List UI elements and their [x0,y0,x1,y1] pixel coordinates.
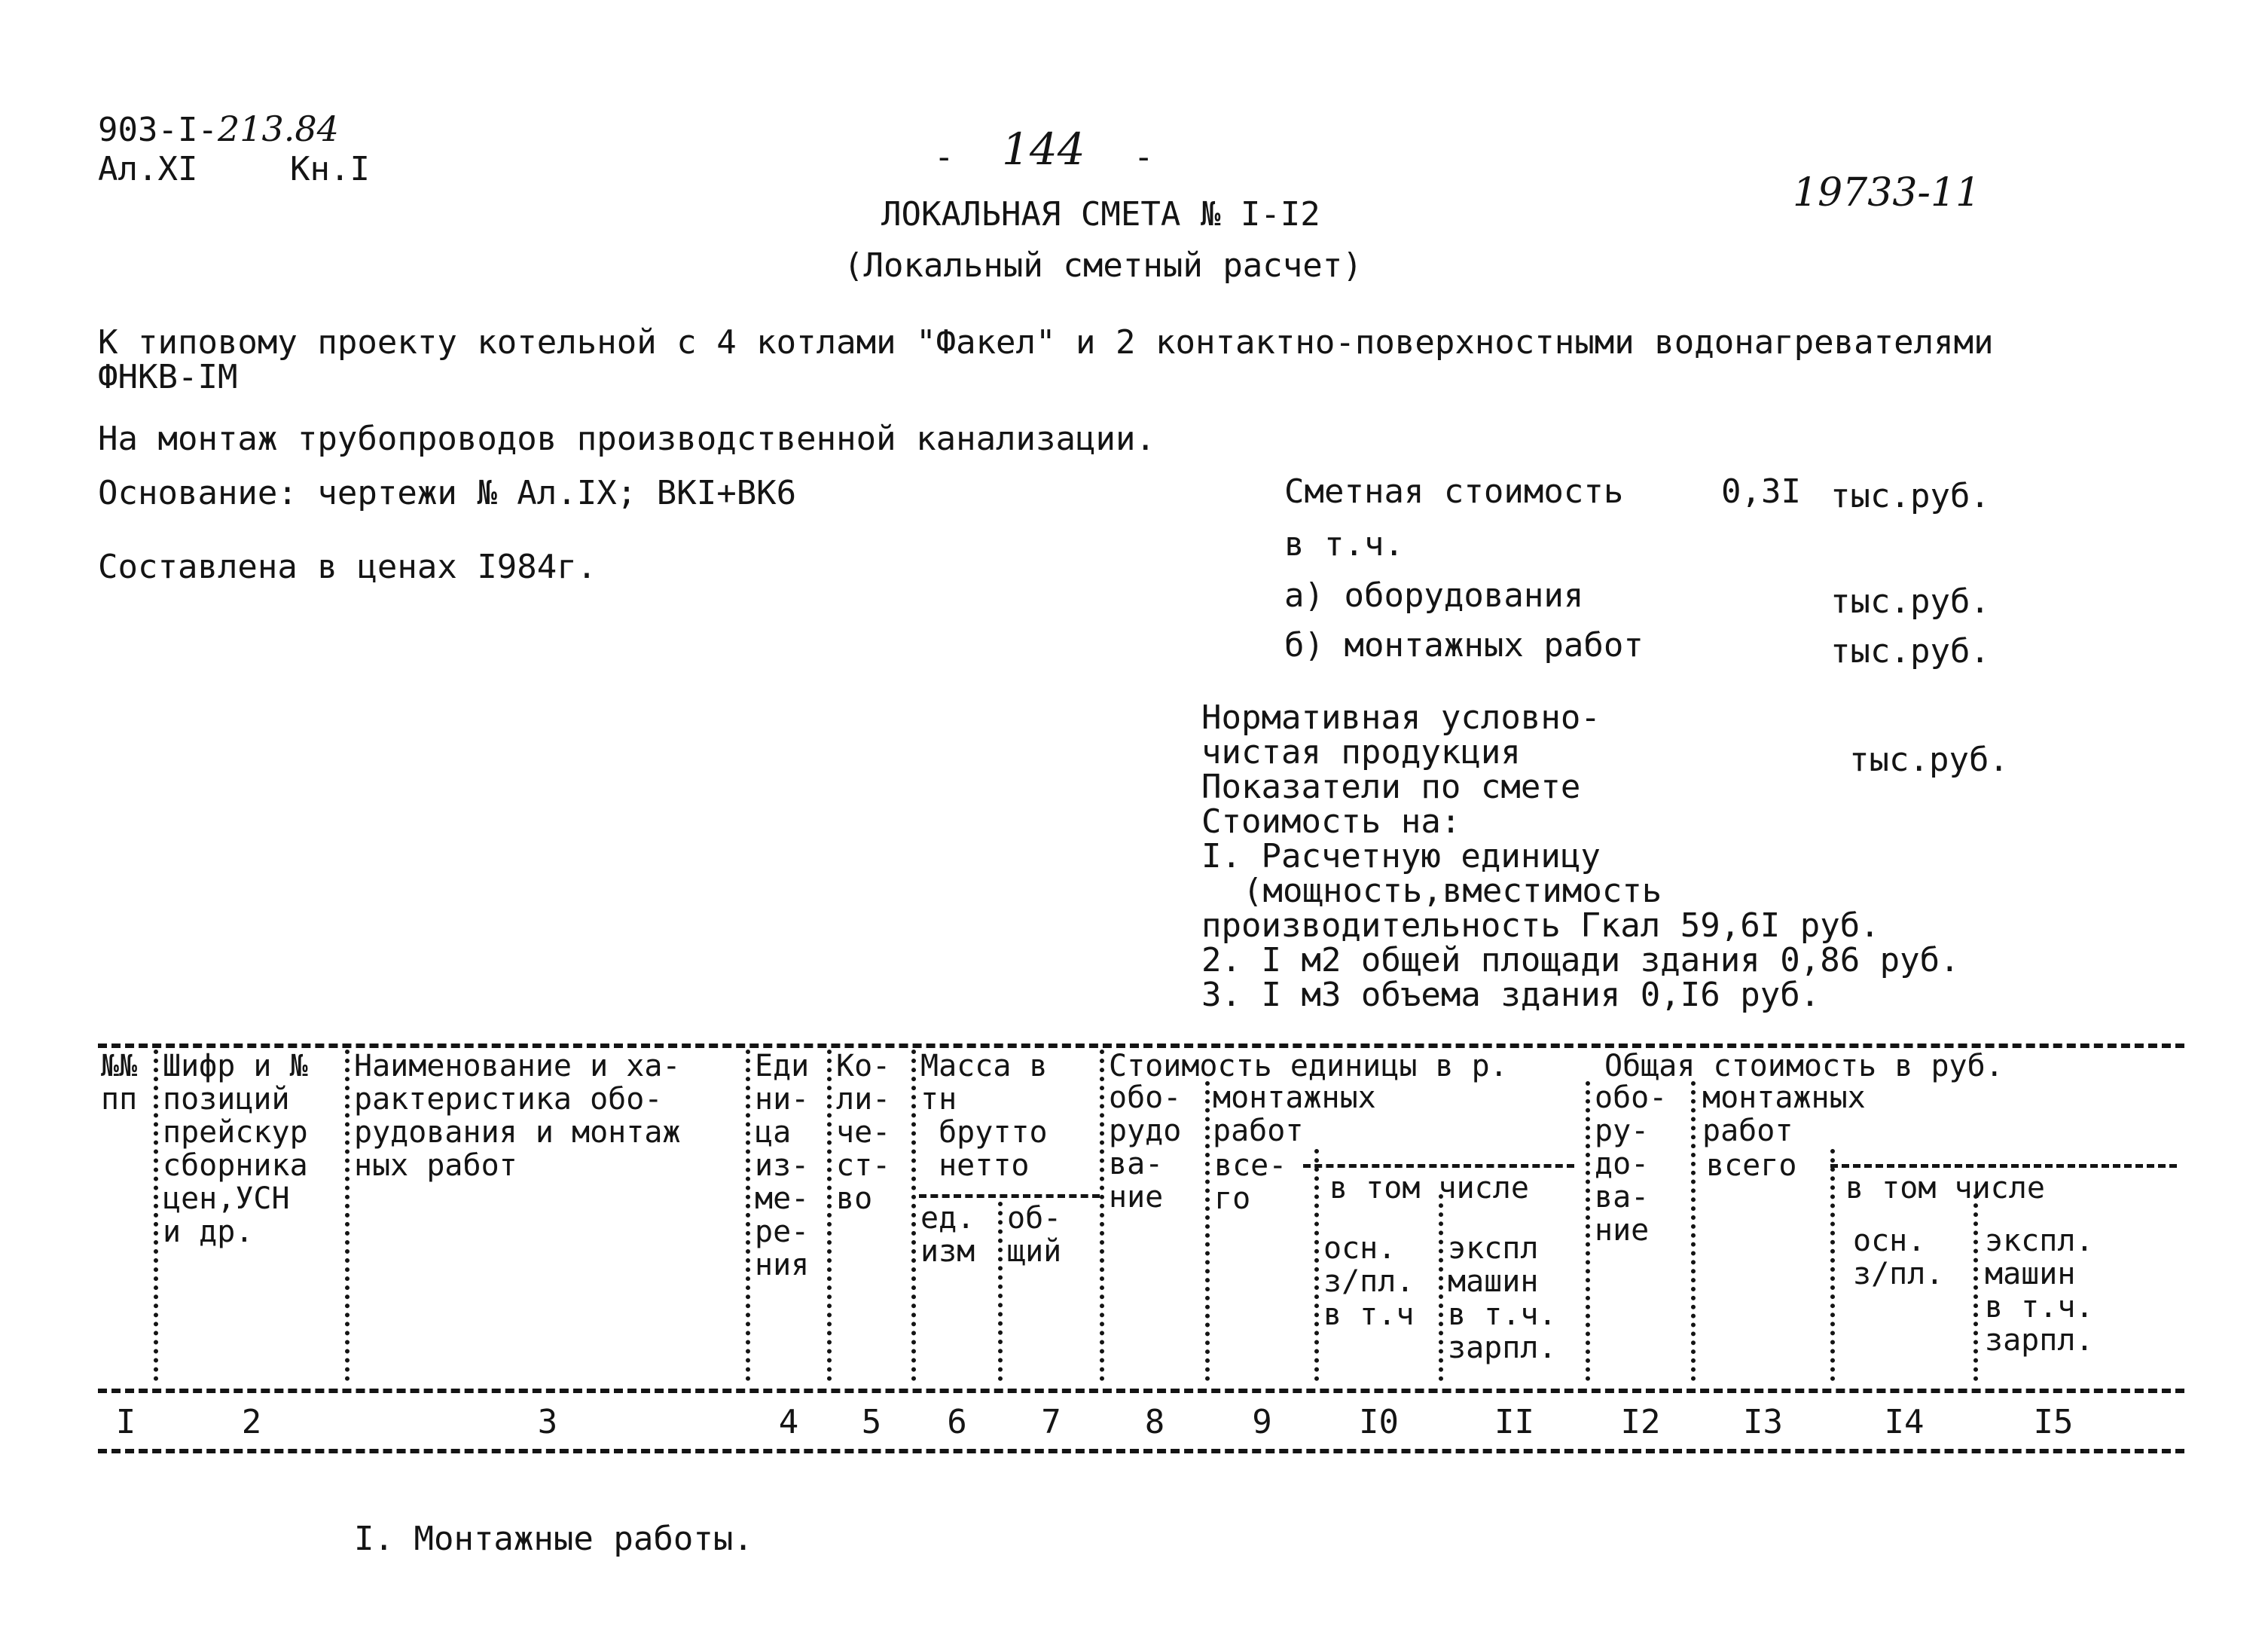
unit-cost-line2: (мощность,вместимость [1243,872,1662,910]
estimate-table-header [98,1044,2184,1473]
column-number: I4 [1884,1403,1925,1441]
column-header-unit-equipment: обо- рудо ва- ние [1109,1080,1182,1215]
page-number: 144 [1002,124,1085,175]
column-number: I2 [1620,1403,1661,1441]
document-code-handwritten: 213.84 [217,108,339,149]
volume-cost-line: 3. I м3 объема здания 0,I6 руб. [1201,976,1821,1014]
column-number: 7 [1041,1403,1061,1441]
price-level: Составлена в ценах I984г. [98,548,597,586]
column-header-description: Наименование и ха- рактеристика обо- рудования и монтаж ных работ [354,1049,681,1183]
header-inner-rule [1303,1164,1574,1168]
column-separator [1830,1149,1835,1381]
column-separator [827,1050,832,1381]
column-number: 2 [241,1403,262,1441]
normative-product-line1: Нормативная условно- [1201,698,1601,737]
column-separator [1439,1194,1443,1381]
column-separator [1205,1081,1210,1381]
column-separator [1314,1149,1319,1381]
equipment-cost-label: а) оборудования [1284,576,1584,615]
unit-cost-line3: производительность Гкал 59,6I руб. [1201,906,1880,945]
including-label: в т.ч. [1284,525,1404,564]
document-title: ЛОКАЛЬНАЯ СМЕТА № I-I2 [881,195,1320,234]
column-number: 6 [947,1403,967,1441]
column-header-unit: Еди ни- ца из- ме- ре- ния [755,1049,810,1282]
column-number: I [115,1403,136,1441]
column-separator [911,1050,916,1381]
column-separator [1100,1050,1104,1381]
header-inner-rule [1830,1164,2177,1168]
column-number: 4 [778,1403,799,1441]
estimated-cost-value: 0,3I [1721,472,1801,511]
column-separator [345,1050,350,1381]
project-description-line2: ФНКВ-IМ [98,358,238,396]
column-header-code: Шифр и № позиций прейскур сборника цен,УСН и др. [163,1049,308,1249]
column-header-mass: Масса в тн брутто нетто [920,1049,1048,1183]
group-total-installation: монтажных работ [1702,1080,1866,1148]
book-number: Кн.I [290,150,370,188]
column-number: 3 [537,1403,558,1441]
column-header-mass-per-unit: ед. изм [920,1201,975,1269]
column-header-mass-total: об- щий [1007,1201,1062,1269]
header-inner-rule [919,1194,1100,1198]
project-description-line1: К типовому проекту котельной с 4 котлами "Факел" и 2 контактно-поверхностными водонагревателями [98,323,1994,362]
column-number: II [1494,1403,1534,1441]
column-separator [1586,1081,1590,1381]
column-separator [1691,1081,1696,1381]
column-header-total-wages: осн. з/пл. [1853,1224,1944,1291]
column-header-quantity: Ко- ли- че- ст- во [836,1049,891,1216]
normative-product-unit: тыс.руб. [1849,741,2009,779]
indicators-title: Показатели по смете [1201,768,1581,806]
cost-on-label: Стоимость на: [1201,802,1461,841]
group-total-including: в том числе [1845,1171,2045,1205]
installation-cost-unit: тыс.руб. [1830,632,1990,671]
group-unit-cost: Стоимость единицы в р. [1109,1049,1508,1083]
column-header-total-machines: экспл. машин в т.ч. зарпл. [1985,1224,2094,1358]
estimate-basis: Основание: чертежи № Ал.IX; ВКI+ВК6 [98,474,797,512]
document-code [98,108,339,149]
equipment-cost-unit: тыс.руб. [1830,582,1990,621]
installation-cost-label: б) монтажных работ [1284,626,1644,665]
page-dash-left: - [934,138,954,176]
estimated-cost-unit: тыс.руб. [1830,477,1990,515]
column-header-total-install: всего [1706,1148,1797,1183]
document-code-print: 903-I- [98,111,218,149]
estimated-cost-label: Сметная стоимость [1284,472,1624,511]
column-separator [154,1050,158,1381]
column-number: 5 [861,1403,882,1441]
group-unit-including: в том числе [1329,1171,1529,1205]
column-number: I3 [1743,1403,1783,1441]
header-mid-rule [98,1389,2184,1393]
column-number: I0 [1359,1403,1399,1441]
area-cost-line: 2. I м2 общей площади здания 0,86 руб. [1201,941,1960,979]
column-number: 8 [1144,1403,1165,1441]
column-number: 9 [1252,1403,1272,1441]
column-number: I5 [2033,1403,2074,1441]
column-header-total-equipment: обо- ру- до- ва- ние [1595,1080,1668,1248]
column-header-number: №№ пп [101,1049,138,1117]
album-number: Ал.XI [98,150,198,188]
section-title: I. Монтажные работы. [354,1520,753,1558]
column-header-unit-install-total: все- го [1214,1148,1287,1216]
group-total-cost: Общая стоимость в руб. [1604,1049,2004,1083]
header-top-rule [98,1044,2184,1048]
column-header-unit-machines: экспл машин в т.ч. зарпл. [1448,1231,1557,1365]
inventory-stamp-number: 19733-11 [1793,170,1981,215]
normative-product-line2: чистая продукция [1201,733,1521,772]
column-separator [746,1050,750,1381]
column-separator [998,1202,1003,1381]
header-bottom-rule [98,1449,2184,1453]
column-separator [1973,1194,1978,1381]
unit-cost-line1: I. Расчетную единицу [1201,837,1601,875]
group-unit-installation: монтажных работ [1213,1080,1376,1148]
page-dash-right: - [1134,138,1154,176]
column-header-unit-wages: осн. з/пл. в т.ч [1323,1231,1415,1332]
document-subtitle: (Локальный сметный расчет) [844,246,1363,285]
estimate-purpose: На монтаж трубопроводов производственной канализации. [98,420,1155,458]
